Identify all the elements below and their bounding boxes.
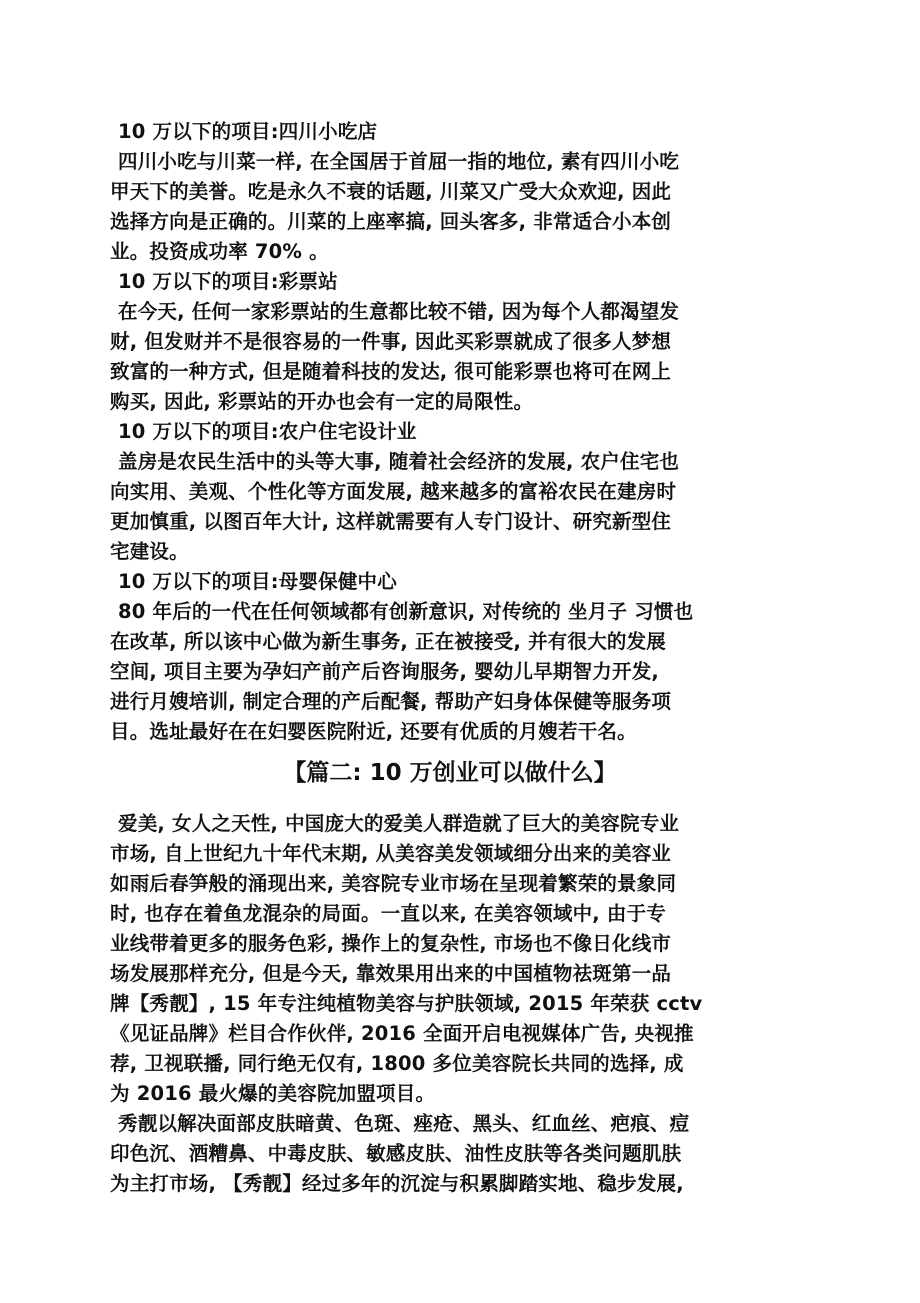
paragraph-line: 购买, 因此, 彩票站的开办也会有一定的局限性。 [110,390,534,413]
paragraph-line: 进行月嫂培训, 制定合理的产后配餐, 帮助产妇身体保健等服务项 [110,690,672,713]
paragraph-line: 业线带着更多的服务色彩, 操作上的复杂性, 市场也不像日化线市 [110,932,672,955]
paragraph-line: 场发展那样充分, 但是今天, 靠效果用出来的中国植物祛斑第一品 [110,962,672,985]
paragraph-line: 盖房是农民生活中的头等大事, 随着社会经济的发展, 农户住宅也 [118,450,680,473]
section-heading-lottery-station: 10 万以下的项目:彩票站 [118,270,338,293]
paragraph-line: 在改革, 所以该中心做为新生事务, 正在被接受, 并有很大的发展 [110,630,666,653]
paragraph-line: 目。选址最好在在妇婴医院附近, 还要有优质的月嫂若干名。 [110,720,637,743]
paragraph-line: 时, 也存在着鱼龙混杂的局面。一直以来, 在美容领域中, 由于专 [110,902,666,925]
paragraph-line: 更加慎重, 以图百年大计, 这样就需要有人专门设计、研究新型住 [110,510,672,533]
paragraph-line: 选择方向是正确的。川菜的上座率搞, 回头客多, 非常适合小本创 [110,210,672,233]
paragraph-line: 市场, 自上世纪九十年代末期, 从美容美发领域细分出来的美容业 [110,842,672,865]
paragraph-line: 《见证品牌》栏目合作伙伴, 2016 全面开启电视媒体广告, 央视推 [110,1022,694,1045]
paragraph-line: 牌【秀靓】, 15 年专注纯植物美容与护肤领域, 2015 年荣获 cctv [110,992,703,1015]
paragraph-line: 印色沉、酒糟鼻、中毒皮肤、敏感皮肤、油性皮肤等各类问题肌肤 [110,1142,682,1165]
paragraph-line: 秀靓以解决面部皮肤暗黄、色斑、痤疮、黑头、红血丝、疤痕、痘 [118,1112,690,1135]
paragraph-line: 财, 但发财并不是很容易的一件事, 因此买彩票就成了很多人梦想 [110,330,672,353]
paragraph-line: 空间, 项目主要为孕妇产前产后咨询服务, 婴幼儿早期智力开发, [110,660,660,683]
paragraph-line: 致富的一种方式, 但是随着科技的发达, 很可能彩票也将可在网上 [110,360,672,383]
paragraph-line: 80 年后的一代在任何领域都有创新意识, 对传统的 坐月子 习惯也 [118,600,694,623]
section-heading-maternal-care-center: 10 万以下的项目:母婴保健中心 [118,570,397,593]
document-content [110,117,790,1199]
paragraph-line: 为主打市场, 【秀靓】经过多年的沉淀与积累脚踏实地、稳步发展, [110,1172,684,1195]
part-two-title: 【篇二: 10 万创业可以做什么】 [283,760,617,786]
section-heading-rural-housing-design: 10 万以下的项目:农户住宅设计业 [118,420,417,443]
paragraph-line: 四川小吃与川菜一样, 在全国居于首屈一指的地位, 素有四川小吃 [118,150,680,173]
paragraph-line: 爱美, 女人之天性, 中国庞大的爱美人群造就了巨大的美容院专业 [118,812,680,835]
paragraph-line: 业。投资成功率 70% 。 [110,240,329,263]
paragraph-line: 宅建设。 [110,540,189,563]
paragraph-line: 甲天下的美誉。吃是永久不衰的话题, 川菜又广受大众欢迎, 因此 [110,180,672,203]
paragraph-line: 荐, 卫视联播, 同行绝无仅有, 1800 多位美容院长共同的选择, 成 [110,1052,684,1075]
section-heading-sichuan-snacks: 10 万以下的项目:四川小吃店 [118,120,378,143]
paragraph-line: 在今天, 任何一家彩票站的生意都比较不错, 因为每个人都渴望发 [118,300,680,323]
paragraph-line: 为 2016 最火爆的美容院加盟项目。 [110,1082,436,1105]
paragraph-line: 向实用、美观、个性化等方面发展, 越来越多的富裕农民在建房时 [110,480,677,503]
paragraph-line: 如雨后春笋般的涌现出来, 美容院专业市场在呈现着繁荣的景象同 [110,872,677,895]
